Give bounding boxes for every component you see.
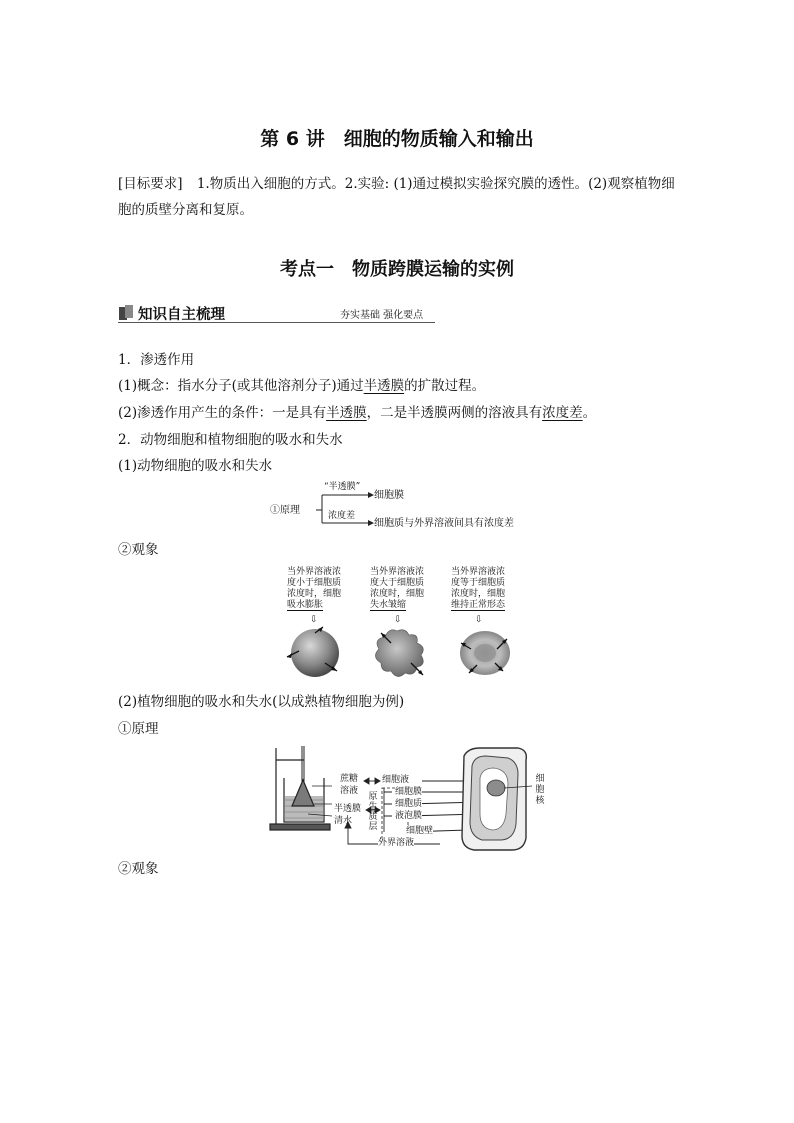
caption-line: 浓度时，细胞 [370, 589, 425, 599]
subsection-tagline: 夯实基础 强化要点 [340, 310, 424, 321]
animal-cell-heading: (1)动物细胞的吸水和失水 [118, 458, 273, 474]
concept-key: 半透膜 [363, 378, 405, 394]
label-water: 清水 [334, 816, 353, 826]
label-solution: 溶液 [340, 786, 359, 796]
label-cell-wall: 细胞壁 [406, 826, 434, 836]
swollen-cell [287, 627, 339, 677]
condition-prefix: (2)渗透作用产生的条件：一是具有 [118, 405, 327, 421]
caption-line: 当外界溶液浓 [370, 567, 425, 577]
principle-top-tag: “半透膜” [324, 482, 361, 492]
plant-cell-heading: (2)植物细胞的吸水和失水(以成熟植物细胞为例) [118, 694, 405, 710]
principle-bottom-tag: 浓度差 [328, 511, 356, 521]
cell-caption-swell [287, 567, 359, 611]
protoplast-char: 原 [368, 792, 378, 802]
protoplast-char: 生 [368, 802, 378, 812]
osmosis-condition [118, 404, 596, 422]
normal-cell [460, 631, 510, 675]
goal-line-1 [118, 175, 675, 193]
principle-bottom-target: 细胞质与外界溶液间具有浓度差 [374, 518, 514, 529]
animal-principle-label: ①原理 [270, 505, 300, 516]
osmosis-heading: 1．渗透作用 [118, 352, 195, 368]
condition-mid: ，二是半透膜两侧的溶液具有 [366, 405, 543, 421]
label-nucleus [534, 774, 546, 807]
concept-suffix: 的扩散过程。 [404, 378, 486, 394]
osmometer-apparatus [270, 746, 330, 830]
book-icon [118, 304, 134, 322]
down-arrow-icon: ⇩ [394, 615, 402, 625]
goal-line-2: 胞的质壁分离和复原。 [118, 202, 253, 218]
condition-key-1: 半透膜 [326, 405, 367, 421]
nucleus-char: 核 [535, 796, 545, 806]
caption-line: 度小于细胞质 [287, 578, 342, 588]
plant-phenomenon-label: ②观象 [118, 861, 159, 877]
nucleus-char: 胞 [535, 785, 545, 795]
label-semi-membrane: 半透膜 [334, 804, 362, 814]
condition-suffix: 。 [582, 405, 597, 421]
subsection-rule [118, 322, 435, 323]
protoplast-char: 层 [368, 822, 378, 832]
blood-cell-drawings [285, 625, 535, 679]
animal-phenomenon-label: ②观象 [118, 542, 159, 558]
label-protoplast [367, 792, 379, 832]
caption-line: 度大于细胞质 [370, 578, 425, 588]
animal-cells-figure [285, 567, 535, 679]
principle-top-target: 细胞膜 [374, 490, 404, 501]
animal-principle-diagram [268, 480, 568, 536]
plant-cell-drawing [462, 748, 532, 850]
section-title: 考点一 物质跨膜运输的实例 [280, 259, 514, 280]
caption-key: 失水皱缩 [370, 600, 407, 610]
caption-line: 浓度时，细胞 [287, 589, 342, 599]
caption-key: 吸水膨胀 [287, 600, 324, 610]
caption-key: 维持正常形态 [451, 600, 506, 610]
crenated-cell [375, 630, 423, 677]
label-cell-membrane: 细胞膜 [395, 787, 423, 797]
protoplast-char: 质 [368, 812, 378, 822]
caption-line: 度等于细胞质 [451, 578, 506, 588]
osmosis-concept [118, 377, 485, 395]
condition-key-2: 浓度差 [542, 405, 583, 421]
plant-principle-label: ①原理 [118, 721, 159, 737]
label-cytoplasm: 细胞质 [395, 799, 423, 809]
label-sucrose: 蔗糖 [340, 774, 359, 784]
label-vacuole-membrane: 液泡膜 [395, 811, 423, 821]
goal-tag: [目标要求] [118, 176, 183, 192]
goal-text: 1.物质出入细胞的方式。2.实验: (1)通过模拟实验探究膜的透性。(2)观察植物细 [196, 176, 675, 192]
lecture-title: 第 6 讲 细胞的物质输入和输出 [260, 128, 534, 150]
cell-water-heading: 2．动物细胞和植物细胞的吸水和失水 [118, 432, 343, 448]
caption-line: 当外界溶液浓 [451, 567, 506, 577]
cell-caption-normal [451, 567, 531, 611]
label-cell-sap: 细胞液 [382, 775, 410, 785]
caption-line: 当外界溶液浓 [287, 567, 342, 577]
subsection-label: 知识自主梳理 [138, 307, 225, 323]
plant-principle-diagram [268, 744, 548, 854]
nucleus-char: 细 [535, 774, 545, 784]
concept-prefix: (1)概念：指水分子(或其他溶剂分子)通过 [118, 378, 364, 394]
label-outer-solution: 外界溶液 [378, 838, 415, 848]
down-arrow-icon: ⇩ [475, 615, 483, 625]
cell-caption-shrink [370, 567, 442, 611]
down-arrow-icon: ⇩ [310, 615, 318, 625]
caption-line: 浓度时，细胞 [451, 589, 506, 599]
